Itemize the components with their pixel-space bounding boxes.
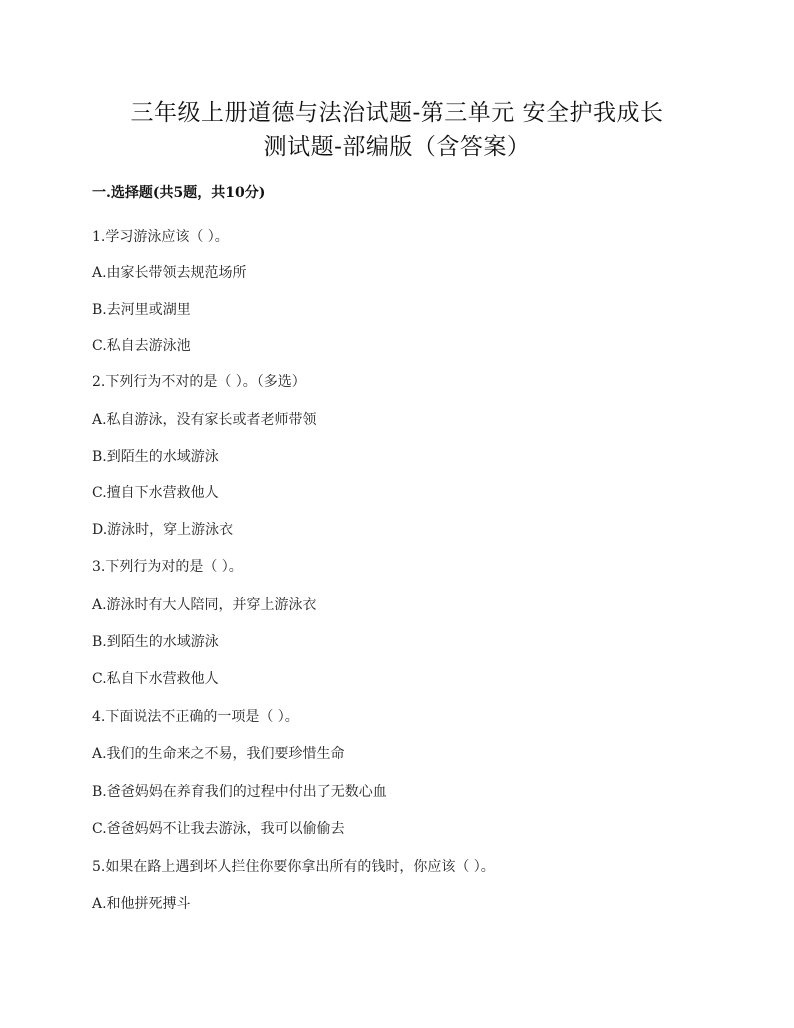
question-2-option-b: B.到陌生的水域游泳 bbox=[92, 449, 219, 465]
question-3-option-a: A.游泳时有大人陪同，并穿上游泳衣 bbox=[92, 597, 317, 613]
question-1-option-c: C.私自去游泳池 bbox=[92, 338, 191, 354]
question-2-option-d: D.游泳时，穿上游泳衣 bbox=[92, 522, 234, 538]
question-1-option-b: B.去河里或湖里 bbox=[92, 302, 191, 318]
question-2-option-a: A.私自游泳，没有家长或者老师带领 bbox=[92, 412, 317, 428]
question-5-option-a: A.和他拼死搏斗 bbox=[92, 896, 191, 912]
question-2-stem: 2.下列行为不对的是（ ）。（多选） bbox=[92, 374, 306, 390]
question-3-option-c: C.私自下水营救他人 bbox=[92, 671, 219, 687]
question-4-stem: 4.下面说法不正确的一项是（ ）。 bbox=[92, 709, 299, 725]
question-1-stem: 1.学习游泳应该（ ）。 bbox=[92, 229, 229, 245]
document-title-line-1: 三年级上册道德与法治试题-第三单元 安全护我成长 bbox=[130, 100, 664, 126]
question-4-option-b: B.爸爸妈妈在养育我们的过程中付出了无数心血 bbox=[92, 784, 387, 800]
question-1-option-a: A.由家长带领去规范场所 bbox=[92, 265, 247, 281]
question-5-stem: 5.如果在路上遇到坏人拦住你要你拿出所有的钱时，你应该（ ）。 bbox=[92, 859, 495, 875]
question-4-option-c: C.爸爸妈妈不让我去游泳，我可以偷偷去 bbox=[92, 821, 345, 837]
question-2-option-c: C.擅自下水营救他人 bbox=[92, 485, 219, 501]
document-title-line-2: 测试题-部编版（含答案） bbox=[263, 134, 531, 160]
question-3-option-b: B.到陌生的水域游泳 bbox=[92, 634, 219, 650]
question-3-stem: 3.下列行为对的是（ ）。 bbox=[92, 559, 243, 575]
section-heading: 一.选择题(共5题，共10分) bbox=[92, 185, 266, 201]
question-4-option-a: A.我们的生命来之不易，我们要珍惜生命 bbox=[92, 746, 345, 762]
